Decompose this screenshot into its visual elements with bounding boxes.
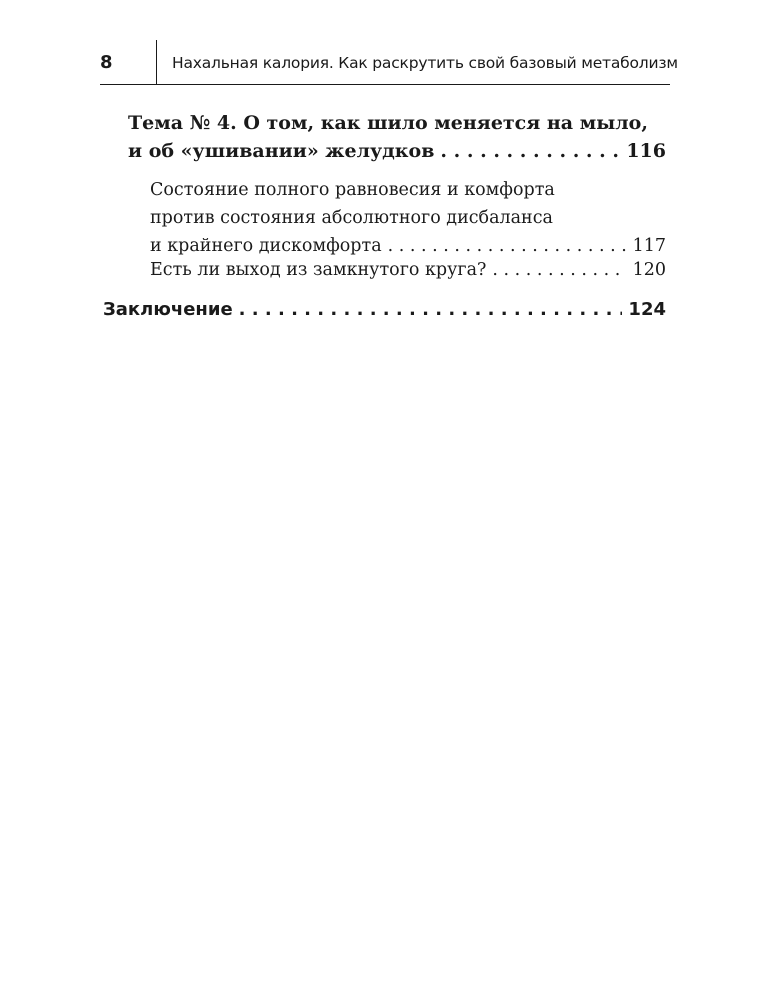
toc-entry-text: Заключение (103, 299, 233, 320)
toc-entry-way-out (150, 256, 666, 284)
toc-entry-balance (150, 176, 666, 260)
toc-page-number: 116 (626, 140, 666, 162)
toc-entry-conclusion (103, 296, 666, 324)
toc-entry-text: и крайнего дискомфорта (150, 236, 382, 256)
toc-entry-text: Тема № 4. О том, как шило меняется на мыло, (128, 112, 648, 134)
toc-page-number: 124 (628, 299, 666, 320)
page-number: 8 (100, 52, 113, 73)
running-title: Нахальная калория. Как раскрутить свой базовый метаболизм (172, 54, 678, 72)
toc-entry-text: против состояния абсолютного дисбаланса (150, 208, 553, 228)
toc-entry-text: Состояние полного равновесия и комфорта (150, 180, 555, 200)
running-header (100, 40, 678, 84)
toc-page-number: 120 (632, 260, 666, 280)
dot-leader (492, 256, 626, 284)
dot-leader (440, 137, 620, 165)
toc-page-number: 117 (632, 236, 666, 256)
toc-entry-text: и об «ушивании» желудков (128, 140, 435, 162)
header-rule (100, 84, 670, 85)
toc-entry-topic-4 (128, 109, 666, 165)
toc-entry-text: Есть ли выход из замкнутого круга? (150, 260, 487, 280)
dot-leader (239, 296, 623, 324)
header-divider (156, 40, 157, 84)
